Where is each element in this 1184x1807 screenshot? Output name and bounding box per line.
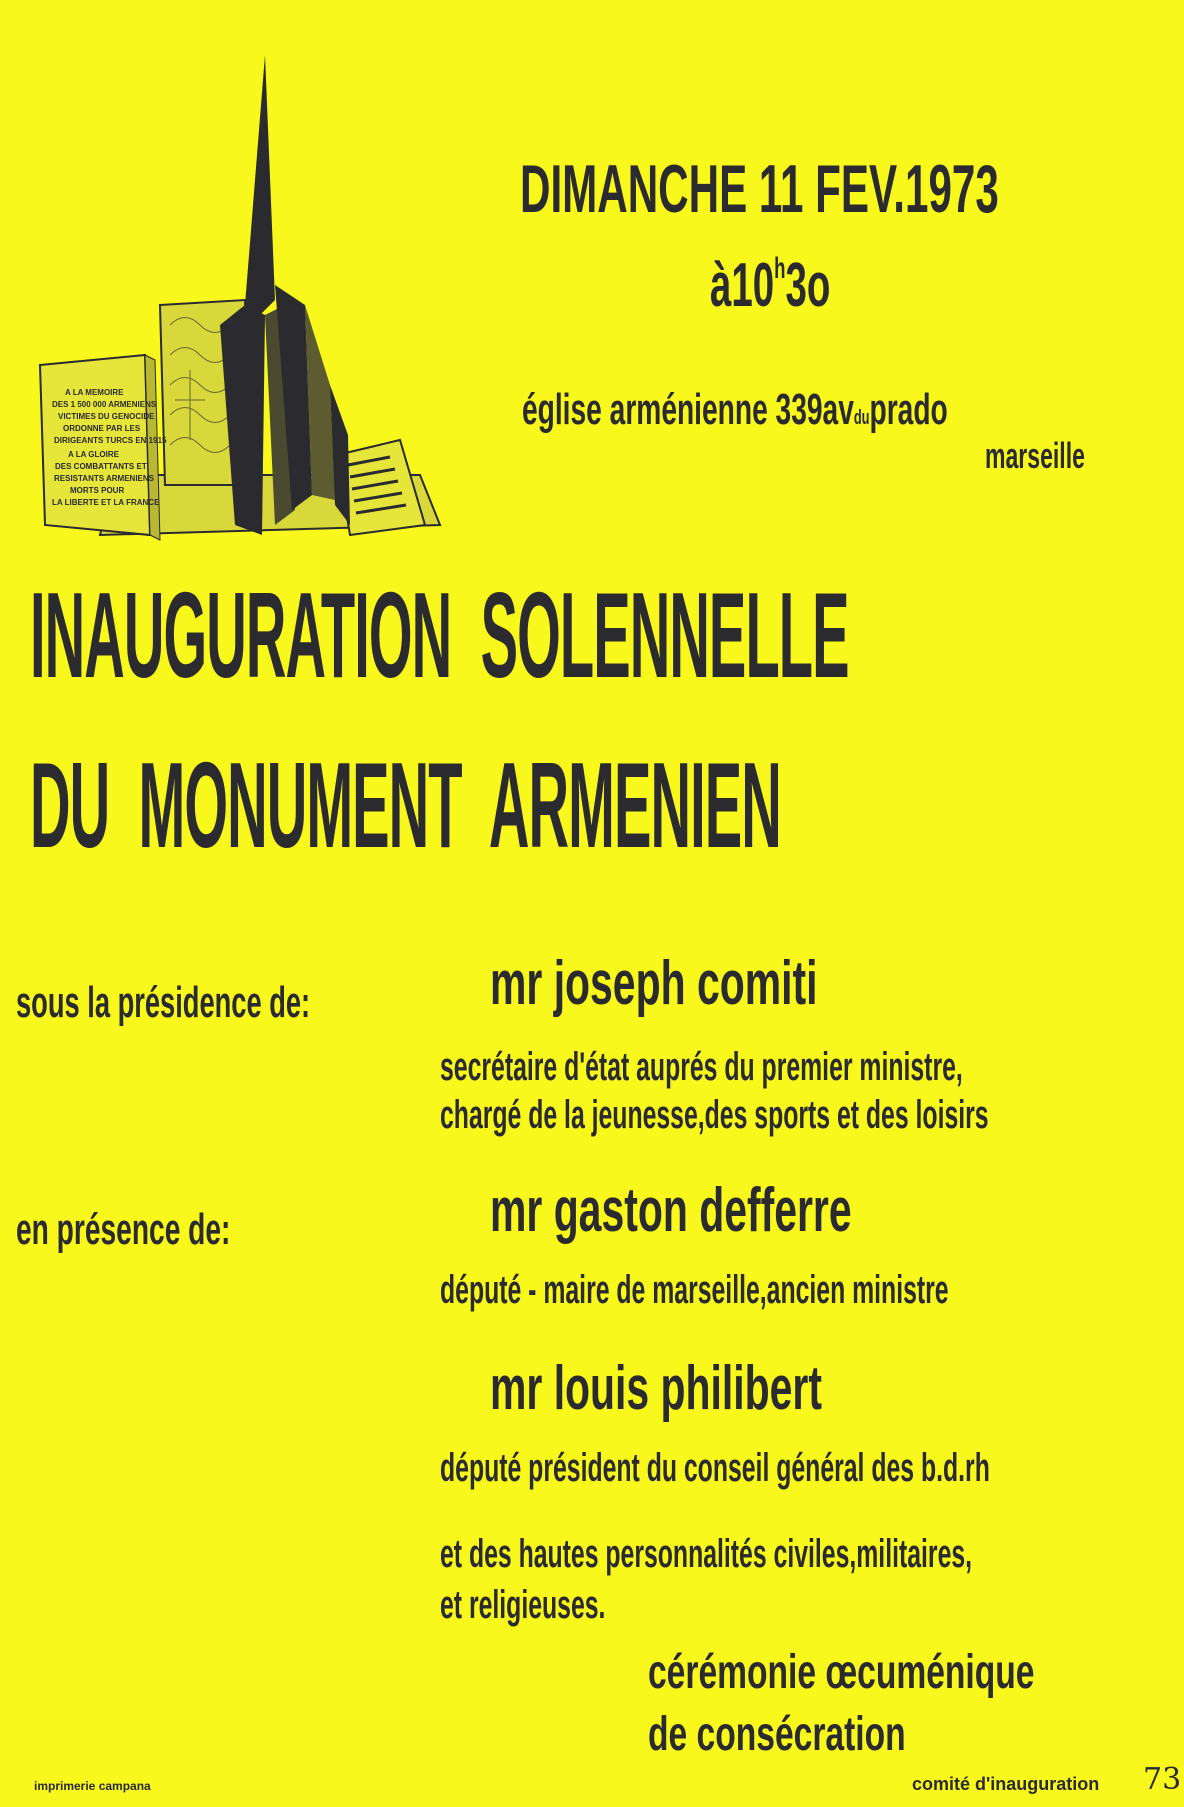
svg-text:VICTIMES DU GENOCIDE: VICTIMES DU GENOCIDE bbox=[58, 412, 155, 421]
svg-text:LA LIBERTE ET LA FRANCE: LA LIBERTE ET LA FRANCE bbox=[52, 498, 160, 507]
svg-text:DES 1 500 000 ARMENIENS: DES 1 500 000 ARMENIENS bbox=[52, 400, 157, 409]
headline-line2: DU MONUMENT ARMENIEN bbox=[30, 737, 781, 873]
presidency-label: sous la présidence de: bbox=[16, 978, 311, 1027]
event-date: DIMANCHE 11 FEV.1973 bbox=[520, 151, 999, 227]
person3-name: mr louis philibert bbox=[490, 1354, 822, 1423]
presence-label: en présence de: bbox=[16, 1205, 231, 1254]
headline-line1: INAUGURATION SOLENNELLE bbox=[30, 567, 849, 703]
person2-name: mr gaston defferre bbox=[490, 1176, 852, 1245]
armenian-monument-photo bbox=[30, 55, 450, 565]
person1-title-line2: chargé de la jeunesse,des sports et des loisirs bbox=[440, 1093, 989, 1137]
person1-name: mr joseph comiti bbox=[490, 949, 818, 1018]
venue-city: marseille bbox=[985, 435, 1085, 476]
person2-title: député - maire de marseille,ancien ministre bbox=[440, 1268, 949, 1312]
event-time: à10$^h$3o bbox=[710, 251, 831, 320]
committee-credit: comité d'inauguration bbox=[912, 1774, 1100, 1794]
closing-line1: et des hautes personnalités civiles,militaires, bbox=[440, 1532, 973, 1576]
person1-title-line1: secrétaire d'état auprés du premier ministre, bbox=[440, 1045, 963, 1089]
venue-address: église arménienne 339avduprado bbox=[522, 385, 948, 434]
printer-credit: imprimerie campana bbox=[34, 1779, 151, 1793]
svg-text:DES COMBATTANTS ET: DES COMBATTANTS ET bbox=[55, 462, 147, 471]
svg-text:A LA GLOIRE: A LA GLOIRE bbox=[68, 450, 119, 459]
svg-text:RESISTANTS ARMENIENS: RESISTANTS ARMENIENS bbox=[54, 474, 155, 483]
person3-title: député président du conseil général des b.d.rh bbox=[440, 1446, 990, 1490]
svg-text:MORTS POUR: MORTS POUR bbox=[70, 486, 125, 495]
closing-line2: et religieuses. bbox=[440, 1583, 606, 1627]
ceremony-line2: de consécration bbox=[648, 1708, 906, 1761]
svg-text:DIRIGEANTS TURCS EN 1915: DIRIGEANTS TURCS EN 1915 bbox=[54, 436, 167, 445]
handwritten-note: 73 bbox=[1143, 1762, 1182, 1797]
svg-text:ORDONNE PAR LES: ORDONNE PAR LES bbox=[63, 424, 141, 433]
ceremony-line1: cérémonie œcuménique bbox=[648, 1646, 1035, 1699]
svg-text:A LA MEMOIRE: A LA MEMOIRE bbox=[65, 388, 124, 397]
